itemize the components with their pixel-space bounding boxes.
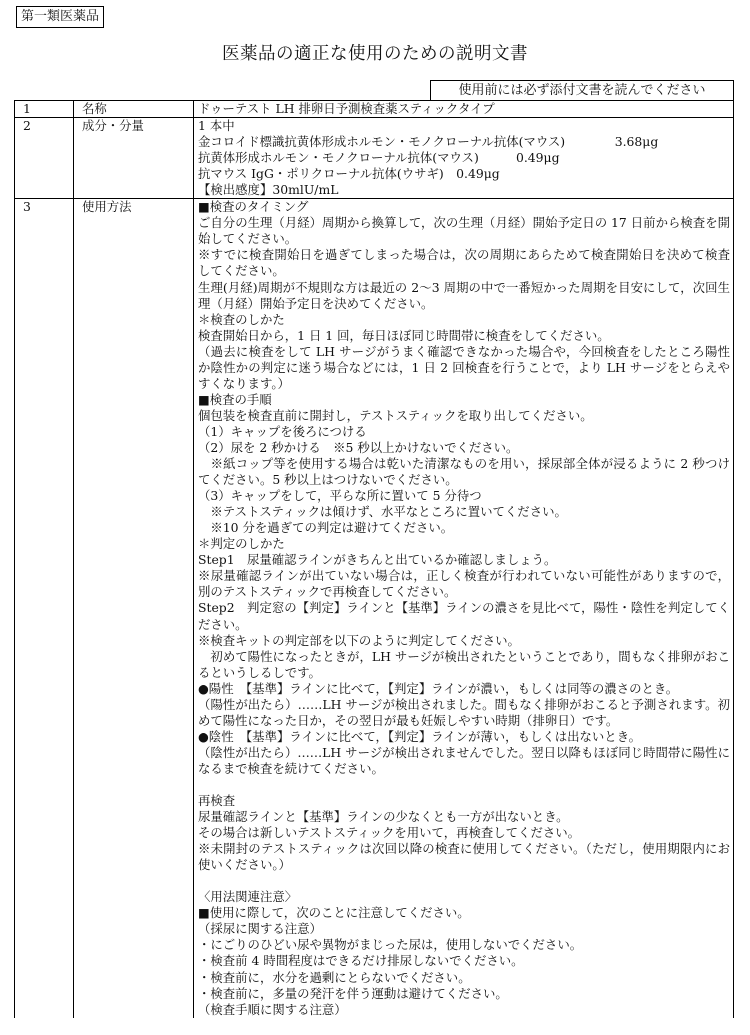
sub-heading: ＊判定のしかた bbox=[198, 536, 285, 552]
row-number: 1 bbox=[15, 101, 74, 118]
usage-note: ※検査キットの判定部を以下のように判定してください。 bbox=[198, 632, 520, 648]
row-label: 成分・分量 bbox=[74, 118, 194, 199]
ingredient-line: 抗黄体形成ホルモン・モノクローナル抗体(マウス) 0.49μg bbox=[198, 150, 560, 166]
step-item: Step2 判定窓の【判定】ラインと【基準】ラインの濃さを見比べて，陽性・陰性を判定してください。 bbox=[198, 600, 730, 632]
result-negative: ●陰性 【基準】ラインに比べて，【判定】ラインが薄い，もしくは出ないとき。 bbox=[198, 728, 641, 744]
usage-note: ※未開封のテストスティックは次回以降の検査に使用してください。（ただし，使用期限内にお使いください。） bbox=[198, 841, 730, 873]
caution-item: ・検査前に，水分を過剰にとらないでください。 bbox=[198, 969, 471, 985]
row-content bbox=[194, 199, 734, 1018]
usage-note: ※紙コップ等を使用する場合は乾いた清潔なものを用い，採尿部全体が浸るように 2 秒つけてください。5 秒以上はつけないでください。 bbox=[198, 456, 730, 488]
step-item: Step1 尿量確認ラインがきちんと出ているか確認しましょう。 bbox=[198, 552, 557, 568]
detection-sensitivity: 【検出感度】30mlU/mL bbox=[198, 182, 339, 198]
usage-paragraph: 尿量確認ラインと【基準】ラインの少なくとも一方が出ないとき。 bbox=[198, 809, 569, 825]
usage-paragraph: （陰性が出たら）……LH サージが検出されませんでした。翌日以降もほぼ同じ時間帯に陽性になるまで検査を続けてください。 bbox=[198, 744, 730, 776]
table-row-usage bbox=[15, 199, 734, 1018]
table-row-ingredients bbox=[15, 118, 734, 199]
ingredient-line: 1 本中 bbox=[198, 118, 235, 134]
usage-note: ※10 分を過ぎての判定は避けてください。 bbox=[198, 520, 454, 536]
table-row-name bbox=[15, 101, 734, 118]
notice-box: 使用前には必ず添付文書を読んでください bbox=[430, 80, 734, 101]
caution-item: ・検査前に，多量の発汗を伴う運動は避けてください。 bbox=[198, 985, 508, 1001]
row-label: 使用方法 bbox=[74, 199, 194, 1018]
sub-heading: 〈用法関連注意〉 bbox=[198, 889, 298, 905]
caution-item: ・検査前 4 時間程度はできるだけ排尿しないでください。 bbox=[198, 953, 524, 969]
section-heading: ■検査のタイミング bbox=[198, 199, 309, 215]
ingredient-line: 金コロイド標識抗黄体形成ホルモン・モノクローナル抗体(マウス) 3.68μg bbox=[198, 134, 659, 150]
sub-heading: （採尿に関する注意） bbox=[198, 921, 322, 937]
row-number: 2 bbox=[15, 118, 74, 199]
usage-paragraph: （陽性が出たら）……LH サージが検出されました。間もなく排卵がおこると予測されます。初めて陽性になった日か，その翌日が最も妊娠しやすい時期（排卵日）です。 bbox=[198, 696, 730, 728]
usage-paragraph: 初めて陽性になったときが，LH サージが検出されたということであり，間もなく排卵がおこるというしるしです。 bbox=[198, 648, 730, 680]
usage-paragraph: その場合は新しいテストスティックを用いて，再検査してください。 bbox=[198, 825, 581, 841]
spacer bbox=[198, 777, 730, 793]
caution-item: ・にごりのひどい尿や異物がまじった尿は，使用しないでください。 bbox=[198, 937, 583, 953]
row-content bbox=[194, 118, 734, 199]
step-item: （2）尿を 2 秒かける ※5 秒以上かけないでください。 bbox=[198, 439, 519, 455]
section-heading: ■検査の手順 bbox=[198, 391, 272, 407]
row-label: 名称 bbox=[74, 101, 194, 118]
spacer bbox=[198, 873, 730, 889]
sub-heading: ＊検査のしかた bbox=[198, 311, 285, 327]
step-item: （1）キャップを後ろにつける bbox=[198, 423, 367, 439]
result-positive: ●陽性 【基準】ラインに比べて，【判定】ラインが濃い，もしくは同等の濃さのとき。 bbox=[198, 680, 679, 696]
usage-paragraph: 生理(月経)周期が不規則な方は最近の 2～3 周期の中で一番短かった周期を目安にして，次回生理（月経）開始予定日を決めてください。 bbox=[198, 279, 730, 311]
usage-paragraph: ご自分の生理（月経）周期から換算して，次の生理（月経）開始予定日の 17 日前から検査を開始してください。 bbox=[198, 215, 730, 247]
product-name: ドゥーテスト LH 排卵日予測検査薬スティックタイプ bbox=[198, 101, 495, 116]
usage-note: ※テストスティックは傾けず、水平なところに置いてください。 bbox=[198, 504, 567, 520]
info-table bbox=[14, 100, 734, 1018]
ingredient-line: 抗マウス IgG・ポリクローナル抗体(ウサギ) 0.49μg bbox=[198, 166, 500, 182]
usage-paragraph: （過去に検査をして LH サージがうまく確認できなかった場合や，今回検査をしたところ陽性か陰性かの判定に迷う場合などには，1 日 2 回検査を行うことで，より LH サージをとらえやすくなります。） bbox=[198, 343, 730, 391]
category-badge: 第一類医薬品 bbox=[16, 6, 104, 28]
sub-heading: （検査手順に関する注意） bbox=[198, 1001, 347, 1017]
document-title: 医薬品の適正な使用のための説明文書 bbox=[222, 44, 528, 64]
usage-paragraph: 検査開始日から，1 日 1 回，毎日ほぼ同じ時間帯に検査をしてください。 bbox=[198, 327, 610, 343]
step-item: （3）キャップをして，平らな所に置いて 5 分待つ bbox=[198, 488, 482, 504]
usage-note: ※尿量確認ラインが出ていない場合は，正しく検査が行われていない可能性がありますので，別のテストスティックで再検査してください。 bbox=[198, 568, 730, 600]
sub-heading: 再検査 bbox=[198, 793, 236, 809]
usage-note: ※すでに検査開始日を過ぎてしまった場合は，次の周期にあらためて検査開始日を決めて検査してください。 bbox=[198, 247, 730, 279]
section-heading: ■使用に際して，次のことに注意してください。 bbox=[198, 905, 470, 921]
row-content bbox=[194, 101, 734, 118]
row-number: 3 bbox=[15, 199, 74, 1018]
usage-paragraph: 個包装を検査直前に開封し，テストスティックを取り出してください。 bbox=[198, 407, 593, 423]
